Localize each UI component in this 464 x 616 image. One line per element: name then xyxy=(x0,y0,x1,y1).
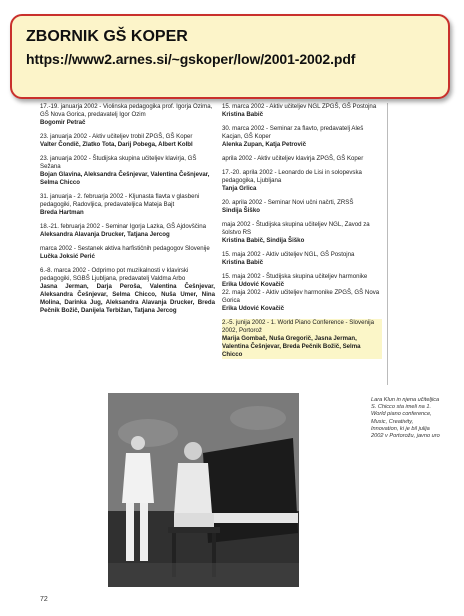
list-item xyxy=(40,155,215,187)
source-banner xyxy=(10,14,450,99)
photo-caption: Lara Klun in njena učiteljica S. Chicco sta imeli na 1. World piano conference, Music, Creativity, Innovation, ki je bil julija 2002 v Portorožu, javno uro xyxy=(371,397,440,440)
entry-text: 20. aprila 2002 - Seminar Novi učni načrti, ZRSŠ xyxy=(222,199,354,206)
entry-people: Kristina Babič xyxy=(222,111,263,118)
column-divider xyxy=(387,103,388,385)
entry-text: 15. maja 2002 - Študijska skupina učiteljev harmonike xyxy=(222,273,368,280)
list-item xyxy=(222,169,382,193)
list-item xyxy=(222,273,382,289)
highlighted-list-item xyxy=(222,319,382,359)
entry-people: Sindija Šiško xyxy=(222,207,260,214)
entry-people: Tanja Grlica xyxy=(222,185,257,192)
entry-text: aprila 2002 - Aktiv učiteljev klavirja ZPGŠ, GŠ Koper xyxy=(222,155,364,162)
entry-people: Erika Udović Kovačič xyxy=(222,281,284,288)
list-item xyxy=(222,251,382,267)
banner-url[interactable]: https://www2.arnes.si/~gskoper/low/2001-2002.pdf xyxy=(26,51,356,67)
list-item xyxy=(222,221,382,245)
entry-people: Valter Čondič, Zlatko Tota, Darij Pobega, Albert Kolbl xyxy=(40,141,193,148)
right-column xyxy=(222,103,382,365)
list-item xyxy=(222,199,382,215)
entry-people: Erika Udović Kovačič xyxy=(222,305,284,312)
page-number: 72 xyxy=(40,596,48,603)
entry-text: 17.-20. aprila 2002 - Leonardo de Lisi in solopevska pedagogika, Ljubljana xyxy=(222,169,362,184)
entry-text: 30. marca 2002 - Seminar za flavto, predavatelj Aleš Kacjan, GŠ Koper xyxy=(222,125,364,140)
list-item xyxy=(40,223,215,239)
entry-text: 2.-5. junija 2002 - 1. World Piano Conference - Slovenija 2002, Portorož xyxy=(222,319,374,334)
entry-text: maja 2002 - Študijska skupina učiteljev NGL, Zavod za šolstvo RS xyxy=(222,221,370,236)
entry-people: Kristina Babič, Sindija Šiško xyxy=(222,237,305,244)
entry-people: Bogomir Petrač xyxy=(40,119,86,126)
list-item xyxy=(222,155,382,163)
entry-text: 23. januarja 2002 - Aktiv učiteljev trobil ZPGŠ, GŠ Koper xyxy=(40,133,193,140)
entry-people: Breda Hartman xyxy=(40,209,84,216)
entry-text: 22. maja 2002 - Aktiv učiteljev harmonike ZPGŠ, GŠ Nova Gorica xyxy=(222,289,380,304)
list-item xyxy=(40,193,215,217)
entry-text: 17.-19. januarja 2002 - Violinska pedagogika prof. Igorja Ozima, GŠ Nova Gorica, predavatelj Igor Ozim xyxy=(40,103,213,118)
entry-text: 31. januarja - 2. februarja 2002 - Kljunasta flavta v glasbeni pedagogiki, Radovljica, predavateljica Mateja Bajt xyxy=(40,193,200,208)
left-column xyxy=(40,103,215,321)
list-item xyxy=(222,103,382,119)
entry-text: marca 2002 - Sestanek aktiva harfističnih pedagogov Slovenije xyxy=(40,245,210,252)
entry-people: Alenka Zupan, Katja Petrovič xyxy=(222,141,306,148)
entry-text: 15. maja 2002 - Aktiv učiteljev NGL, GŠ Postojna xyxy=(222,251,355,258)
entry-text: 23. januarja 2002 - Študijska skupina učiteljev klavirja, GŠ Sežana xyxy=(40,155,197,170)
entry-people: Jasna Jerman, Darja Peroša, Valentina Češnjevar, Aleksandra Češnjevar, Selma Chicco, Nuša Umer, Nina Molina, Darinka Jug, Aleksandra Alavanja Drucker, Breda Pečnik Božič, Danijela Terbižan, Tatjana Jercog xyxy=(40,283,215,314)
photo-illustration xyxy=(108,393,299,587)
list-item xyxy=(222,125,382,149)
entry-people: Aleksandra Alavanja Drucker, Tatjana Jercog xyxy=(40,231,170,238)
entry-people: Bojan Glavina, Aleksandra Češnjevar, Valentina Češnjevar, Selma Chicco xyxy=(40,171,210,186)
entry-people: Marija Gombač, Nuša Gregorič, Jasna Jerman, Valentina Češnjevar, Breda Pečnik Božič, Selma Chicco xyxy=(222,335,361,358)
entry-text: 18.-21. februarja 2002 - Seminar Igorja Lazka, GŠ Ajdovščina xyxy=(40,223,206,230)
concert-photo xyxy=(108,393,299,587)
list-item xyxy=(222,289,382,313)
list-item xyxy=(40,103,215,127)
list-item xyxy=(40,267,215,315)
list-item xyxy=(40,133,215,149)
list-item xyxy=(40,245,215,261)
banner-title: ZBORNIK GŠ KOPER xyxy=(26,28,188,45)
entry-people: Lučka Joksić Perić xyxy=(40,253,95,260)
entry-text: 6.-8. marca 2002 - Odprimo pot muzikalnosti v klavirski pedagogiki, SGBŠ Ljubljana, predavatelj Valdma Arbo xyxy=(40,267,189,282)
entry-text: 15. marca 2002 - Aktiv učiteljev NGL ZPGŠ, GŠ Postojna xyxy=(222,103,377,110)
entry-people: Kristina Babič xyxy=(222,259,263,266)
